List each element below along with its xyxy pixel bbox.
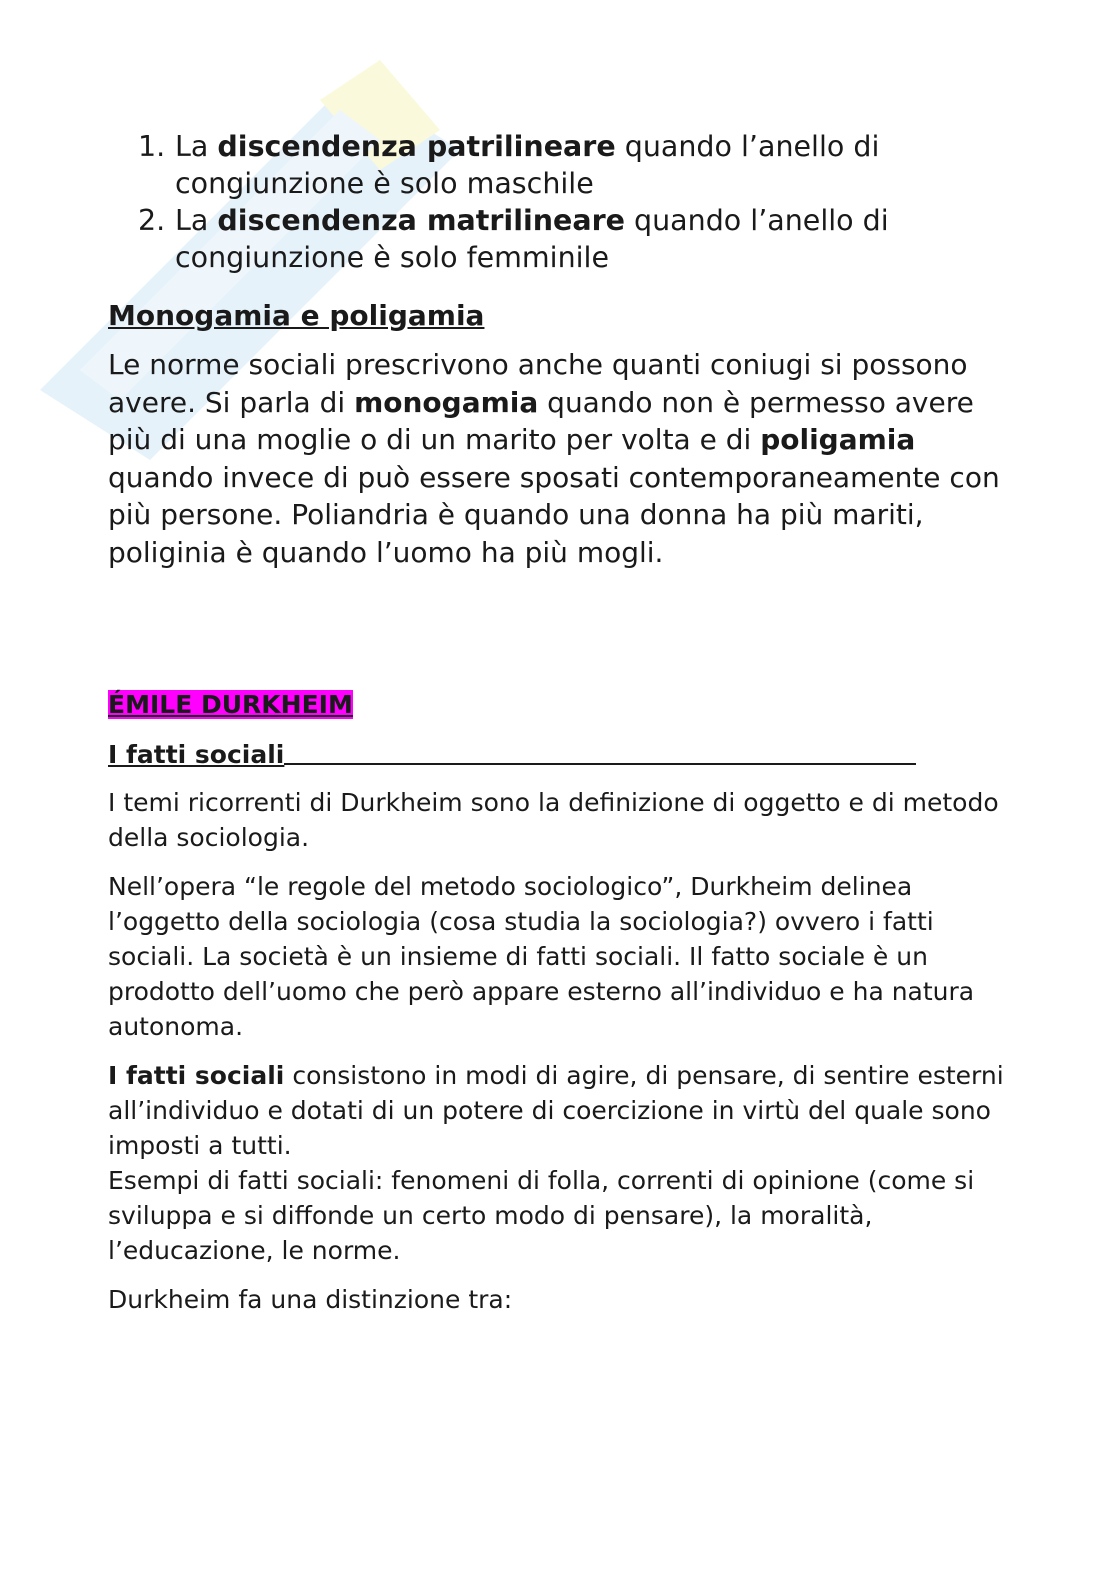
list-item: 1. La discendenza patrilineare quando l’anello di congiunzione è solo maschile: [138, 130, 880, 200]
paragraph-monogamia: Le norme sociali prescrivono anche quanti coniugi si possono avere. Si parla di monogamia quando non è permesso avere più di una moglie o di un marito per volta e di poligamia quando invece di può essere sposati contemporaneamente con più persone. Poliandria è quando una donna ha più mariti, poliginia è quando l’uomo ha più mogli.: [108, 348, 1000, 569]
paragraph: I temi ricorrenti di Durkheim sono la definizione di oggetto e di metodo della sociologia.: [108, 788, 999, 852]
section-heading-monogamia: Monogamia e poligamia: [108, 299, 485, 332]
list-number: 1.: [138, 130, 166, 163]
section-heading-durkheim: [108, 689, 1008, 721]
descent-list: [108, 128, 1008, 276]
subheading-fatti-sociali: I fatti sociali: [108, 739, 1008, 771]
paragraph: Esempi di fatti sociali: fenomeni di folla, correnti di opinione (come si sviluppa e si diffonde un certo modo di pensare), la moralità, l’educazione, le norme.: [108, 1166, 975, 1265]
highlighted-title: ÉMILE DURKHEIM: [108, 690, 353, 719]
list-item: 2. La discendenza matrilineare quando l’anello di congiunzione è solo femminile: [138, 204, 889, 274]
paragraph: I fatti sociali consistono in modi di agire, di pensare, di sentire esterni all’individuo e dotati di un potere di coercizione in virtù del quale sono imposti a tutti.: [108, 1061, 1004, 1160]
paragraph: Durkheim fa una distinzione tra:: [108, 1285, 513, 1314]
paragraph: Nell’opera “le regole del metodo sociologico”, Durkheim delinea l’oggetto della sociologia (cosa studia la sociologia?) ovvero i fatti sociali. La società è un insieme di fatti sociali. Il fatto sociale è un prodotto dell’uomo che però appare esterno all’individuo e ha natura autonoma.: [108, 872, 975, 1041]
document-page: [108, 128, 1008, 1317]
heading-rule: [284, 739, 916, 765]
list-number: 2.: [138, 204, 166, 237]
